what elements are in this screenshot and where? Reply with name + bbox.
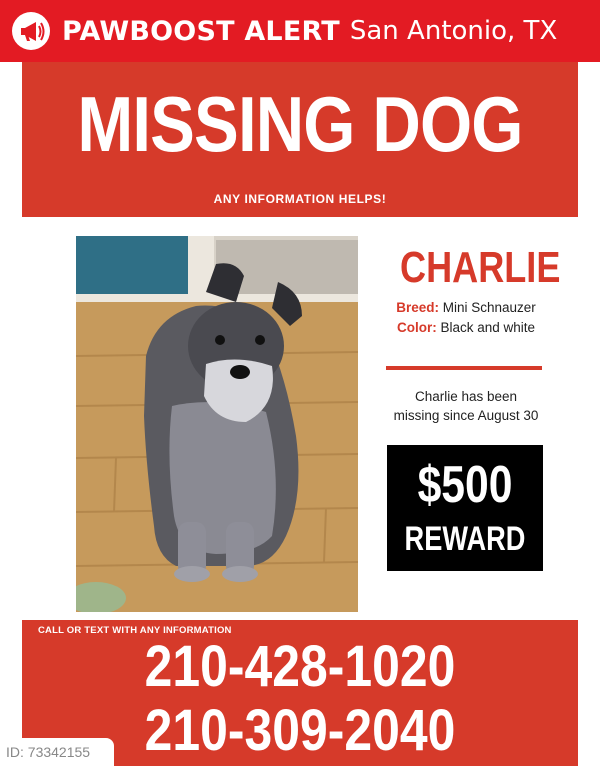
- breed-label: Breed:: [396, 300, 439, 315]
- missing-since-line-1: Charlie has been: [414, 389, 518, 404]
- phone-number-2[interactable]: 210-309-2040: [144, 698, 456, 763]
- color-value: Black and white: [440, 320, 536, 335]
- call-instruction: CALL OR TEXT WITH ANY INFORMATION: [38, 625, 232, 636]
- breed-value: Mini Schnauzer: [442, 300, 536, 315]
- alert-title: PAWBOOST ALERT: [62, 15, 340, 47]
- missing-dog-poster: [22, 62, 578, 766]
- listing-id-badge: ID: 73342155: [0, 738, 114, 766]
- missing-since-line-2: missing since August 30: [393, 408, 539, 423]
- dog-name: CHARLIE: [400, 243, 561, 292]
- color-row: [368, 320, 564, 335]
- reward-amount: $500: [417, 456, 513, 514]
- poster-subheadline: ANY INFORMATION HELPS!: [213, 192, 387, 206]
- poster-header: [22, 62, 578, 217]
- reward-box: [387, 445, 543, 571]
- alert-location: San Antonio, TX: [349, 16, 558, 46]
- poster-headline: MISSING DOG: [77, 80, 523, 168]
- alert-banner: [0, 0, 600, 62]
- color-label: Color:: [396, 320, 437, 335]
- dog-photo: [76, 236, 358, 612]
- reward-label: REWARD: [404, 520, 526, 558]
- breed-row: [368, 300, 564, 315]
- divider: [386, 366, 542, 370]
- megaphone-icon: [10, 10, 52, 52]
- phone-number-1[interactable]: 210-428-1020: [144, 634, 456, 699]
